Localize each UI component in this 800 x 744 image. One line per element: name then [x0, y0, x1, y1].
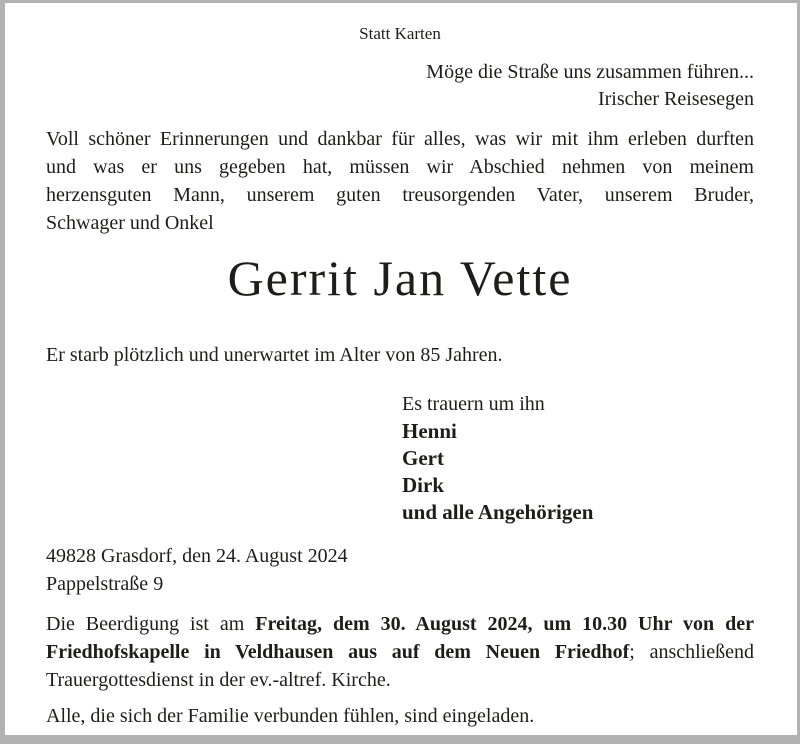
mourners-heading: Es trauern um ihn	[402, 393, 545, 415]
quote-attribution: Irischer Reisesegen	[597, 88, 754, 110]
funeral-line-3: Trauergottesdienst in der ev.-altref. Kirche.	[46, 669, 391, 691]
funeral-paragraph	[46, 610, 754, 694]
intro-line-3: herzensguten Mann, unserem guten treusorgenden Vater, unserem Bruder,	[46, 184, 754, 206]
intro-line-1: Voll schöner Erinnerungen und dankbar für alles, was wir mit ihm erleben durften	[46, 128, 754, 150]
closing-line: Alle, die sich der Familie verbunden fühlen, sind eingeladen.	[46, 705, 535, 727]
funeral-line-1-bold: Freitag, dem 30. August 2024, um 10.30 Uhr von der	[255, 613, 754, 635]
quote-block	[46, 59, 754, 113]
intro-line-2: und was er uns gegeben hat, müssen wir Abschied nehmen von meinem	[46, 156, 754, 178]
mourner-name-2: Gert	[402, 446, 444, 470]
deceased-name: Gerrit Jan Vette	[227, 250, 573, 306]
intro-paragraph	[46, 125, 754, 237]
funeral-line-1	[46, 610, 754, 638]
address-block	[46, 542, 754, 598]
statt-karten-label: Statt Karten	[359, 24, 441, 43]
quote-line: Möge die Straße uns zusammen führen...	[426, 61, 754, 83]
death-statement: Er starb plötzlich und unerwartet im Alter von 85 Jahren.	[46, 344, 503, 366]
funeral-line-1-regular: Die Beerdigung ist am	[46, 613, 256, 635]
funeral-line-2-regular: ; anschließend	[629, 641, 754, 663]
mourners-block	[402, 391, 754, 526]
mourner-name-1: Henni	[402, 419, 457, 443]
mourner-name-3: Dirk	[402, 473, 444, 497]
mourner-name-4: und alle Angehörigen	[402, 500, 594, 524]
place-date-line: 49828 Grasdorf, den 24. August 2024	[46, 545, 348, 567]
funeral-line-2	[46, 638, 754, 666]
funeral-line-2-bold: Friedhofskapelle in Veldhausen aus auf dem Neuen Friedhof	[46, 641, 630, 663]
intro-line-4: Schwager und Onkel	[46, 212, 214, 234]
street-line: Pappelstraße 9	[46, 573, 164, 595]
